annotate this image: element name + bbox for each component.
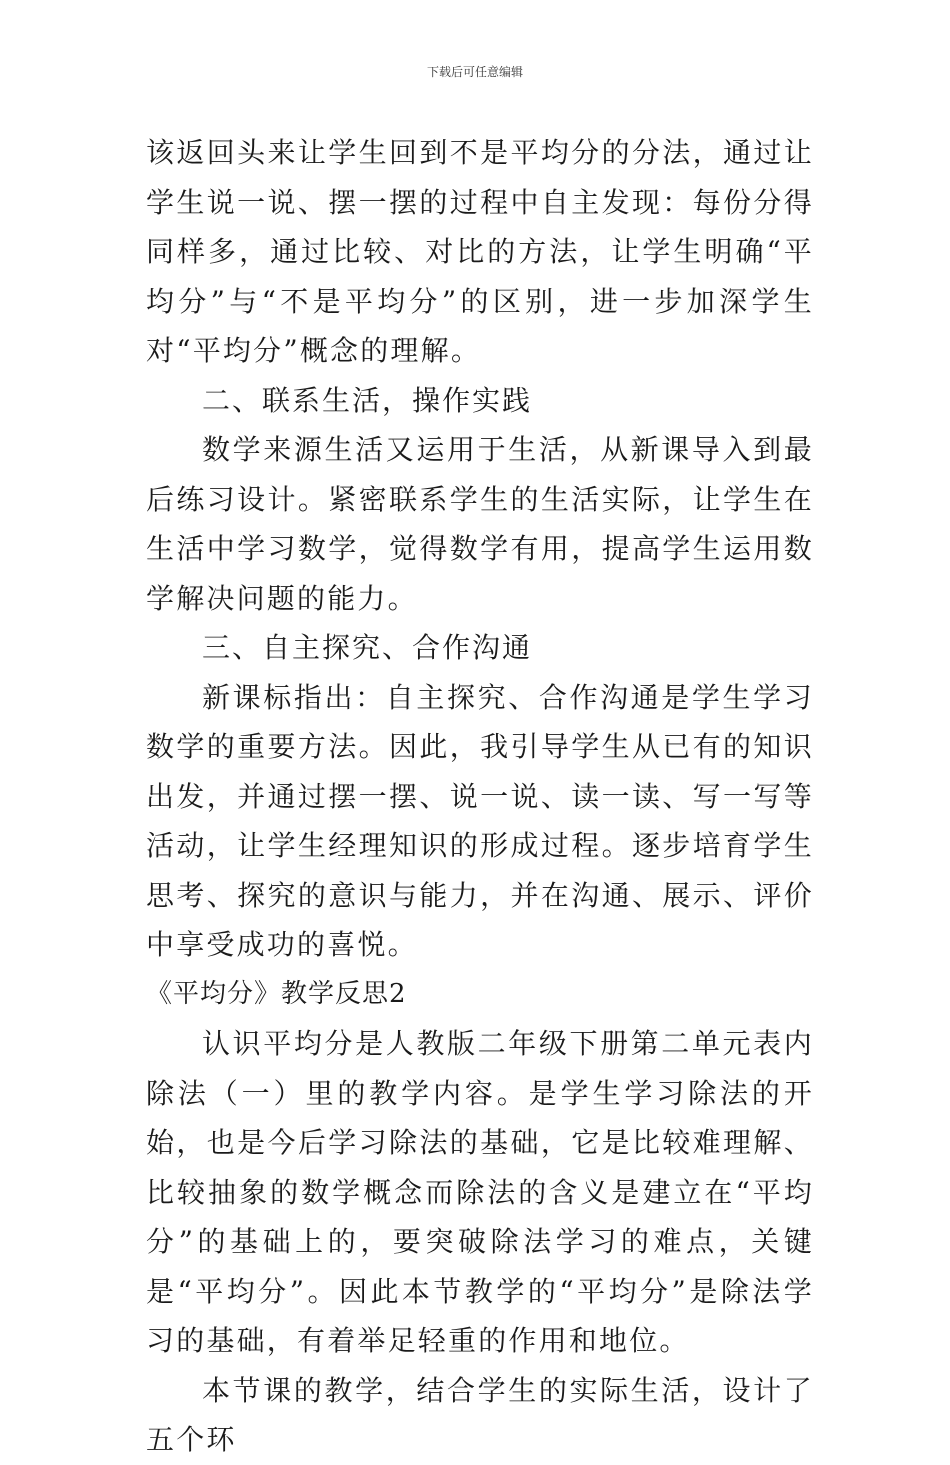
document-body	[146, 128, 814, 1465]
paragraph-continuation: 该返回头来让学生回到不是平均分的分法，通过让学生说一说、摆一摆的过程中自主发现：每份分得同样多，通过比较、对比的方法，让学生明确“平均分”与“不是平均分”的区别，进一步加深学生对“平均分”概念的理解。	[146, 136, 814, 367]
section-heading-three: 三、自主探究、合作沟通	[202, 631, 533, 664]
article-title: 《平均分》教学反思2	[146, 978, 407, 1009]
paragraph-lesson-design: 本节课的教学，结合学生的实际生活，设计了五个环	[146, 1373, 814, 1456]
page-header-note: 下载后可任意编辑	[426, 65, 523, 79]
paragraph-life-practice: 数学来源生活又运用于生活，从新课导入到最后练习设计。紧密联系学生的生活实际，让学生在生活中学习数学，觉得数学有用，提高学生运用数学解决问题的能力。	[146, 433, 814, 615]
paragraph-inquiry: 新课标指出：自主探究、合作沟通是学生学习数学的重要方法。因此，我引导学生从已有的知识出发，并通过摆一摆、说一说、读一读、写一写等活动，让学生经理知识的形成过程。逐步培育学生思考、探究的意识与能力，并在沟通、展示、评价中享受成功的喜悦。	[146, 680, 814, 961]
section-heading-two: 二、联系生活，操作实践	[202, 383, 533, 417]
paragraph-intro: 认识平均分是人教版二年级下册第二单元表内除法（一）里的教学内容。是学生学习除法的开始，也是今后学习除法的基础，它是比较难理解、比较抽象的数学概念而除法的含义是建立在“平均分”的基础上的，要突破除法学习的难点，关键是“平均分”。因此本节教学的“平均分”是除法学习的基础，有着举足轻重的作用和地位。	[146, 1027, 814, 1357]
